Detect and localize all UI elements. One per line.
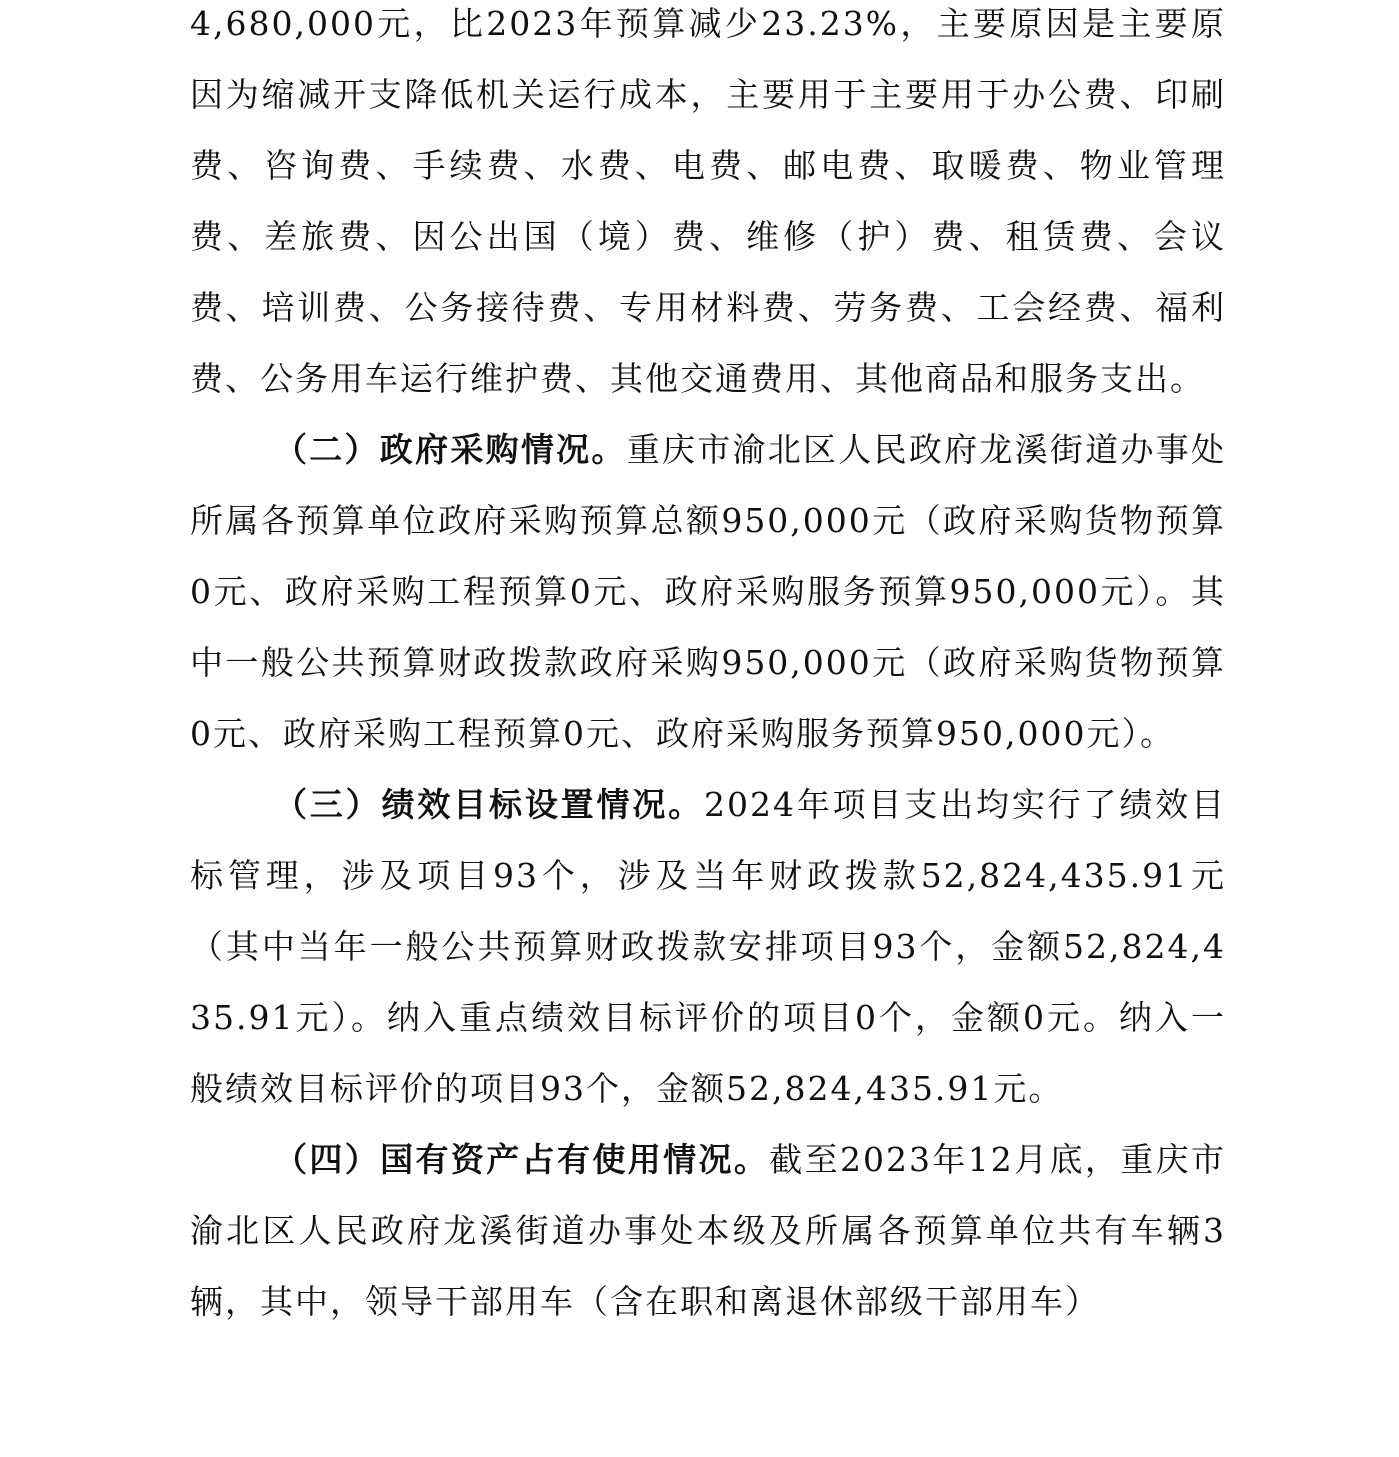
- section-heading: （三）绩效目标设置情况。: [274, 785, 705, 824]
- document-page: [190, 0, 1226, 1337]
- paragraph-text: 截至2023年12月底，重庆市渝北区人民政府龙溪街道办事处本级及所属各预算单位共有车辆3辆，其中，领导干部用车（含在职和离退休部级干部用车）: [190, 1140, 1226, 1321]
- paragraph-state-assets: [190, 1124, 1226, 1337]
- section-heading: （四）国有资产占有使用情况。: [274, 1140, 770, 1179]
- paragraph-text: 重庆市渝北区人民政府龙溪街道办事处所属各预算单位政府采购预算总额950,000元（政府采购货物预算0元、政府采购工程预算0元、政府采购服务预算950,000元）。其中一般公共预算财政拨款政府采购950,000元（政府采购货物预算0元、政府采购工程预算0元、政府采购服务预算950,000元）。: [190, 430, 1227, 753]
- section-heading: （二）政府采购情况。: [274, 430, 627, 469]
- paragraph-government-procurement: [190, 414, 1226, 769]
- paragraph-text: 4,680,000元，比2023年预算减少23.23%，主要原因是主要原因为缩减开支降低机关运行成本，主要用于主要用于办公费、印刷费、咨询费、手续费、水费、电费、邮电费、取暖费、物业管理费、差旅费、因公出国（境）费、维修（护）费、租赁费、会议费、培训费、公务接待费、专用材料费、劳务费、工会经费、福利费、公务用车运行维护费、其他交通费用、其他商品和服务支出。: [190, 4, 1226, 398]
- paragraph-performance-targets: [190, 769, 1226, 1124]
- paragraph-expense-continuation: [190, 0, 1226, 414]
- paragraph-text: 2024年项目支出均实行了绩效目标管理，涉及项目93个，涉及当年财政拨款52,824,435.91元（其中当年一般公共预算财政拨款安排项目93个，金额52,824,435.91元）。纳入重点绩效目标评价的项目0个，金额0元。纳入一般绩效目标评价的项目93个，金额52,824,435.91元。: [190, 785, 1227, 1108]
